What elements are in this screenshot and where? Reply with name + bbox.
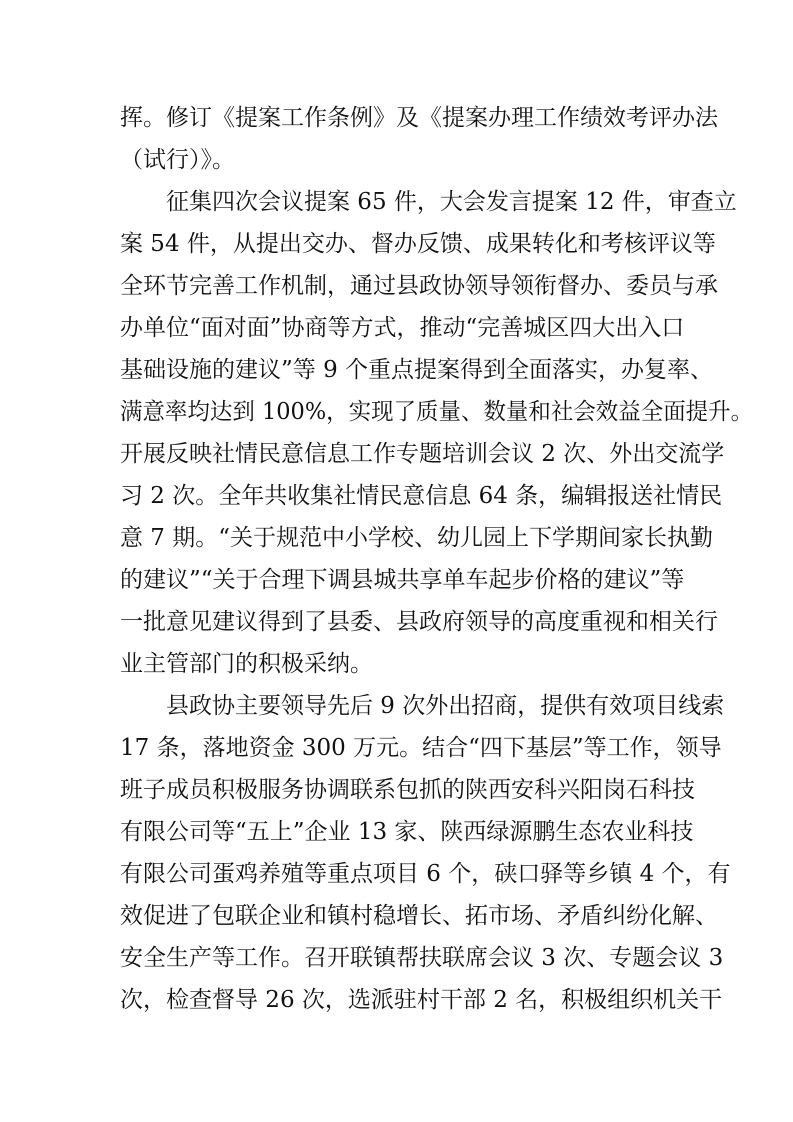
text-line: 案 54 件，从提出交办、督办反馈、成果转化和考核评议等 (120, 231, 716, 257)
text-line: 有限公司等“五上”企业 13 家、陕西绿源鹏生态农业科技 (120, 819, 694, 845)
text-line: 办单位“面对面”协商等方式，推动“完善城区四大出入口 (120, 315, 685, 341)
text-line: 17 条，落地资金 300 万元。结合“四下基层”等工作，领导 (120, 735, 722, 761)
text-line: 满意率均达到 100%，实现了质量、数量和社会效益全面提升。 (120, 399, 754, 425)
text-line: 班子成员积极服务协调联系包抓的陕西安科兴阳岗石科技 (120, 777, 695, 803)
text-line: 次，检查督导 26 次，选派驻村干部 2 名，积极组织机关干 (120, 987, 723, 1013)
text-line: （试行）》。 (120, 147, 235, 173)
paragraph-start-line: 征集四次会议提案 65 件，大会发言提案 12 件，审查立 (166, 189, 737, 215)
text-line: 一批意见建议得到了县委、县政府领导的高度重视和相关行 (120, 609, 718, 635)
text-line: 基础设施的建议”等 9 个重点提案得到全面落实，办复率、 (120, 357, 714, 383)
text-line: 全环节完善工作机制，通过县政协领导领衔督办、委员与承 (120, 273, 718, 299)
text-line: 挥。修订《提案工作条例》及《提案办理工作绩效考评办法 (120, 105, 718, 131)
paragraph-start-line: 县政协主要领导先后 9 次外出招商，提供有效项目线索 (166, 693, 725, 719)
text-line: 习 2 次。全年共收集社情民意信息 64 条，编辑报送社情民 (120, 483, 723, 509)
text-line: 意 7 期。“关于规范中小学校、幼儿园上下学期间家长执勤 (120, 525, 714, 551)
text-line: 业主管部门的积极采纳。 (120, 651, 373, 677)
text-line: 效促进了包联企业和镇村稳增长、拓市场、矛盾纠纷化解、 (120, 903, 718, 929)
text-line: 有限公司蛋鸡养殖等重点项目 6 个，硖口驿等乡镇 4 个，有 (120, 861, 731, 887)
text-line: 安全生产等工作。召开联镇帮扶联席会议 3 次、专题会议 3 (120, 945, 724, 971)
text-line: 开展反映社情民意信息工作专题培训会议 2 次、外出交流学 (120, 441, 725, 467)
text-line: 的建议”“关于合理下调县城共享单车起步价格的建议”等 (120, 567, 685, 593)
